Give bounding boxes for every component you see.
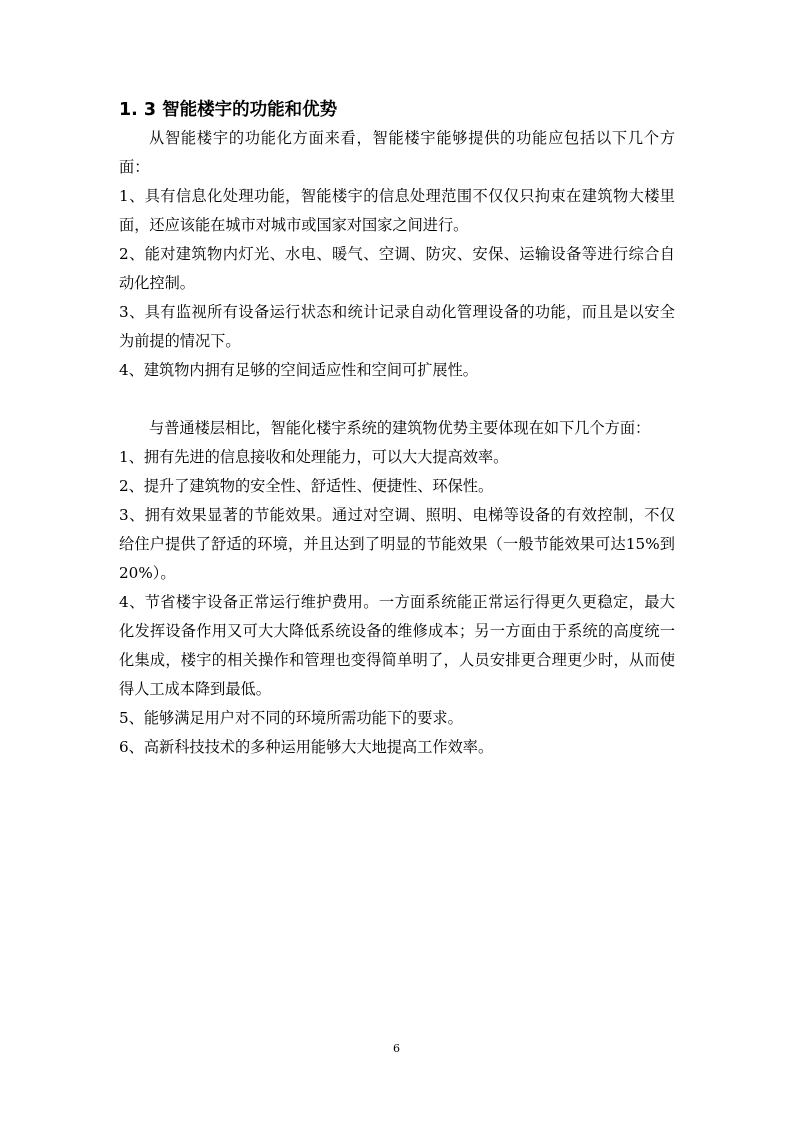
advantage-item-3: 3、拥有效果显著的节能效果。通过对空调、照明、电梯等设备的有效控制，不仅给住户提供了舒适的环境，并且达到了明显的节能效果（一般节能效果可达15%到 20%）。 bbox=[119, 506, 675, 582]
advantages-intro: 与普通楼层相比，智能化楼宇系统的建筑物优势主要体现在如下几个方面： bbox=[149, 419, 651, 437]
page-number: 6 bbox=[393, 1042, 400, 1055]
advantage-item-6: 6、高新科技技术的多种运用能够大大地提高工作效率。 bbox=[119, 738, 494, 756]
function-item-2: 2、能对建筑物内灯光、水电、暖气、空调、防灾、安保、运输设备等进行综合自动化控制。 bbox=[119, 245, 675, 292]
advantage-item-1: 1、拥有先进的信息接收和处理能力，可以大大提高效率。 bbox=[119, 448, 509, 466]
function-item-3: 3、具有监视所有设备运行状态和统计记录自动化管理设备的功能，而且是以安全为前提的情况下。 bbox=[119, 303, 675, 350]
paragraph-gap bbox=[119, 385, 675, 414]
advantage-item-4: 4、节省楼宇设备正常运行维护费用。一方面系统能正常运行得更久更稳定，最大化发挥设备作用又可大大降低系统设备的维修成本；另一方面由于系统的高度统一化集成，楼宇的相关操作和管理也变得简单明了，人员安排更合理更少时，从而使得人工成本降到最低。 bbox=[119, 593, 675, 698]
page-content bbox=[119, 96, 675, 762]
function-item-4: 4、建筑物内拥有足够的空间适应性和空间可扩展性。 bbox=[119, 361, 478, 379]
function-item-1: 1、具有信息化处理功能，智能楼宇的信息处理范围不仅仅只拘束在建筑物大楼里面，还应该能在城市对城市或国家对国家之间进行。 bbox=[119, 187, 675, 234]
advantage-item-5: 5、能够满足用户对不同的环境所需功能下的要求。 bbox=[119, 709, 463, 727]
section-heading: 1. 3 智能楼宇的功能和优势 bbox=[119, 100, 338, 120]
advantage-item-2: 2、提升了建筑物的安全性、舒适性、便捷性、环保性。 bbox=[119, 477, 494, 495]
functions-intro: 从智能楼宇的功能化方面来看，智能楼宇能够提供的功能应包括以下几个方面： bbox=[119, 129, 675, 176]
